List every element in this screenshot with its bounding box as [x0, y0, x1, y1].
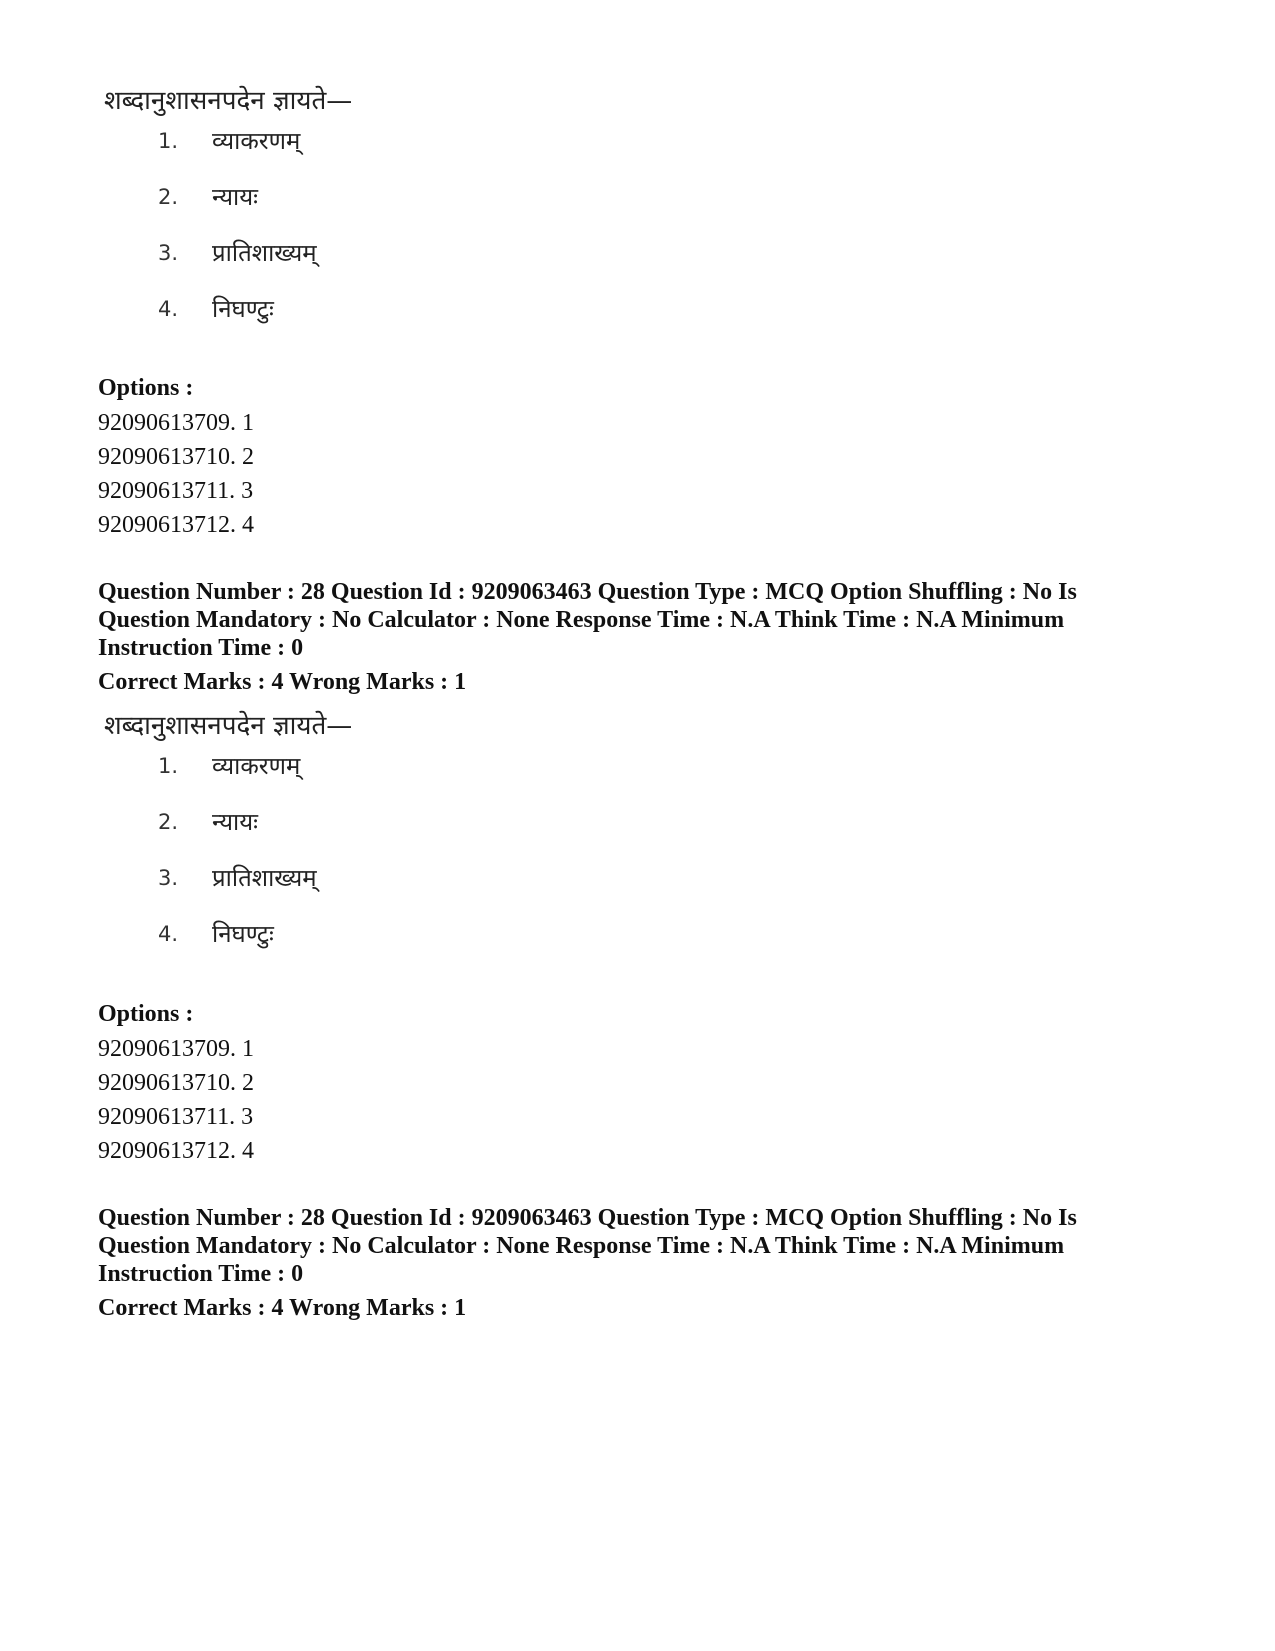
question-stem: शब्दानुशासनपदेन ज्ञायते—: [104, 711, 353, 741]
marks-line: Correct Marks : 4 Wrong Marks : 1: [98, 1295, 467, 1321]
option-item: 92090613711. 3: [98, 1104, 254, 1130]
question-item-number: 4.: [158, 297, 179, 321]
question-item-text: व्याकरणम्: [212, 752, 301, 780]
meta-line: Instruction Time : 0: [98, 635, 304, 661]
meta-line: Instruction Time : 0: [98, 1261, 304, 1287]
question-item-text: प्रातिशाख्यम्: [212, 864, 317, 892]
question-item-number: 3.: [158, 866, 179, 890]
options-title: Options :: [98, 1001, 194, 1027]
question-item-number: 1.: [158, 754, 179, 778]
marks-line: Correct Marks : 4 Wrong Marks : 1: [98, 669, 467, 695]
meta-line: Question Mandatory : No Calculator : None Response Time : N.A Think Time : N.A Minimum: [98, 607, 1065, 633]
question-item-text: न्यायः: [212, 183, 258, 211]
options-title: Options :: [98, 375, 194, 401]
question-item-number: 1.: [158, 129, 179, 153]
question-item-text: व्याकरणम्: [212, 127, 301, 155]
option-item: 92090613712. 4: [98, 512, 254, 538]
question-item-number: 2.: [158, 185, 179, 209]
question-item-text: प्रातिशाख्यम्: [212, 239, 317, 267]
option-item: 92090613710. 2: [98, 1070, 254, 1096]
option-item: 92090613710. 2: [98, 444, 254, 470]
option-item: 92090613711. 3: [98, 478, 254, 504]
question-item-text: निघण्टुः: [212, 295, 274, 323]
question-item-number: 2.: [158, 810, 179, 834]
question-item-text: निघण्टुः: [212, 920, 274, 948]
question-item-text: न्यायः: [212, 808, 258, 836]
question-item-number: 4.: [158, 922, 179, 946]
question-item-number: 3.: [158, 241, 179, 265]
meta-line: Question Number : 28 Question Id : 9209063463 Question Type : MCQ Option Shuffling : No Is: [98, 1205, 1077, 1231]
options-section-2: [98, 1000, 1098, 1168]
question-stem: शब्दानुशासनपदेन ज्ञायते—: [104, 86, 353, 116]
meta-line: Question Mandatory : No Calculator : None Response Time : N.A Think Time : N.A Minimum: [98, 1233, 1065, 1259]
question-meta-1: [98, 578, 1198, 696]
options-section-1: [98, 374, 1098, 542]
option-item: 92090613709. 1: [98, 1036, 254, 1062]
option-item: 92090613712. 4: [98, 1138, 254, 1164]
option-item: 92090613709. 1: [98, 410, 254, 436]
meta-line: Question Number : 28 Question Id : 9209063463 Question Type : MCQ Option Shuffling : No Is: [98, 579, 1077, 605]
question-meta-2: [98, 1204, 1198, 1322]
